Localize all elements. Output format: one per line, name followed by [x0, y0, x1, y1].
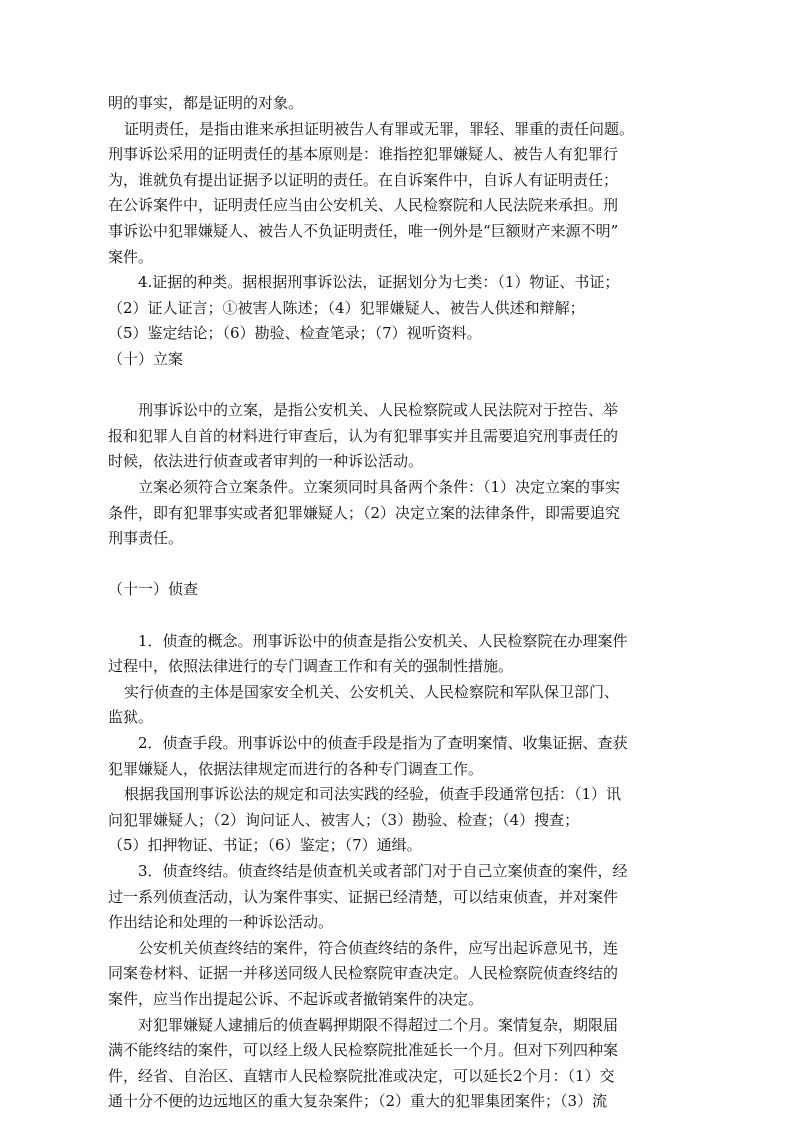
text-line: 4.证据的种类。据根据刑事诉讼法，证据划分为七类：（1）物证、书证；	[138, 273, 620, 292]
text-line: 实行侦查的主体是国家安全机关、公安机关、人民检察院和军队保卫部门、	[124, 682, 620, 701]
text-line: 1．侦查的概念。刑事诉讼中的侦查是指公安机关、人民检察院在办理案件	[138, 631, 628, 650]
text-line: 案件。	[108, 247, 154, 266]
text-line: 刑事诉讼采用的证明责任的基本原则是：谁指控犯罪嫌疑人、被告人有犯罪行	[108, 145, 619, 164]
text-line: 在公诉案件中，证明责任应当由公安机关、人民检察院和人民法院来承担。刑	[108, 196, 619, 215]
text-line: 立案必须符合立案条件。立案须同时具备两个条件：（1）决定立案的事实	[138, 478, 621, 496]
text-line: 件，经省、自治区、直辖市人民检察院批准或决定，可以延长2个月：（1）交	[108, 1066, 615, 1085]
text-line: 犯罪嫌疑人，依据法律规定而进行的各种专门调查工作。	[108, 759, 484, 778]
text-line: 过程中，依照法律进行的专门调查工作和有关的强制性措施。	[108, 657, 514, 676]
text-line: 问犯罪嫌疑人；（2）询问证人、被害人；（3）勘验、检查；（4）搜查；	[108, 810, 580, 829]
text-line: 根据我国刑事诉讼法的规定和司法实践的经验，侦查手段通常包括：（1）讯	[124, 785, 622, 804]
text-line: 证明责任，是指由谁来承担证明被告人有罪或无罪，罪轻、罪重的责任问题。	[124, 119, 635, 138]
text-line: （5）扣押物证、书证；（6）鉴定；（7）通缉。	[108, 836, 422, 855]
text-line: 3．侦查终结。侦查终结是侦查机关或者部门对于自己立案侦查的案件，经	[138, 862, 628, 880]
text-line: 事诉讼中犯罪嫌疑人、被告人不负证明责任，唯一例外是“巨额财产来源不明”	[108, 222, 619, 240]
text-line: 报和犯罪人自首的材料进行审查后，认为有犯罪事实并且需要追究刑事责任的	[108, 426, 619, 445]
text-line: （5）鉴定结论；（6）勘验、检查笔录；（7）视听资料。	[108, 324, 482, 343]
text-line: 刑事责任。	[108, 529, 184, 548]
text-line: 刑事诉讼中的立案，是指公安机关、人民检察院或人民法院对于控告、举	[138, 401, 619, 420]
text-line: 公安机关侦查终结的案件，符合侦查终结的条件，应写出起诉意见书，连	[138, 938, 619, 957]
text-line: 作出结论和处理的一种诉讼活动。	[108, 913, 334, 932]
text-line: 满不能终结的案件，可以经上级人民检察院批准延长一个月。但对下列四种案	[108, 1041, 619, 1060]
text-line: 同案卷材料、证据一并移送同级人民检察院审查决定。人民检察院侦查终结的	[108, 964, 619, 983]
text-line: 监狱。	[108, 708, 154, 727]
text-line: 为，谁就负有提出证据予以证明的责任。在自诉案件中，自诉人有证明责任；	[108, 170, 619, 189]
text-line: 2．侦查手段。刑事诉讼中的侦查手段是指为了查明案情、收集证据、查获	[138, 734, 628, 752]
text-line: 案件，应当作出提起公诉、不起诉或者撤销案件的决定。	[108, 990, 484, 1008]
section-heading: （十）立案	[108, 350, 184, 368]
text-line: 对犯罪嫌疑人逮捕后的侦查羁押期限不得超过二个月。案情复杂，期限届	[138, 1015, 619, 1034]
text-line: 过一系列侦查活动，认为案件事实、证据已经清楚，可以结束侦查，并对案件	[108, 887, 619, 906]
text-line: （2）证人证言；①被害人陈述；（4）犯罪嫌疑人、被告人供述和辩解；	[108, 298, 585, 317]
text-line: 时候，依法进行侦查或者审判的一种诉讼活动。	[108, 452, 424, 471]
text-line: 明的事实，都是证明的对象。	[108, 94, 304, 112]
text-line: 通十分不便的边远地区的重大复杂案件；（2）重大的犯罪集团案件；（3）流	[108, 1092, 608, 1111]
text-line: 条件，即有犯罪事实或者犯罪嫌疑人；（2）决定立案的法律条件，即需要追究	[108, 503, 621, 522]
section-heading: （十一）侦查	[108, 580, 199, 599]
